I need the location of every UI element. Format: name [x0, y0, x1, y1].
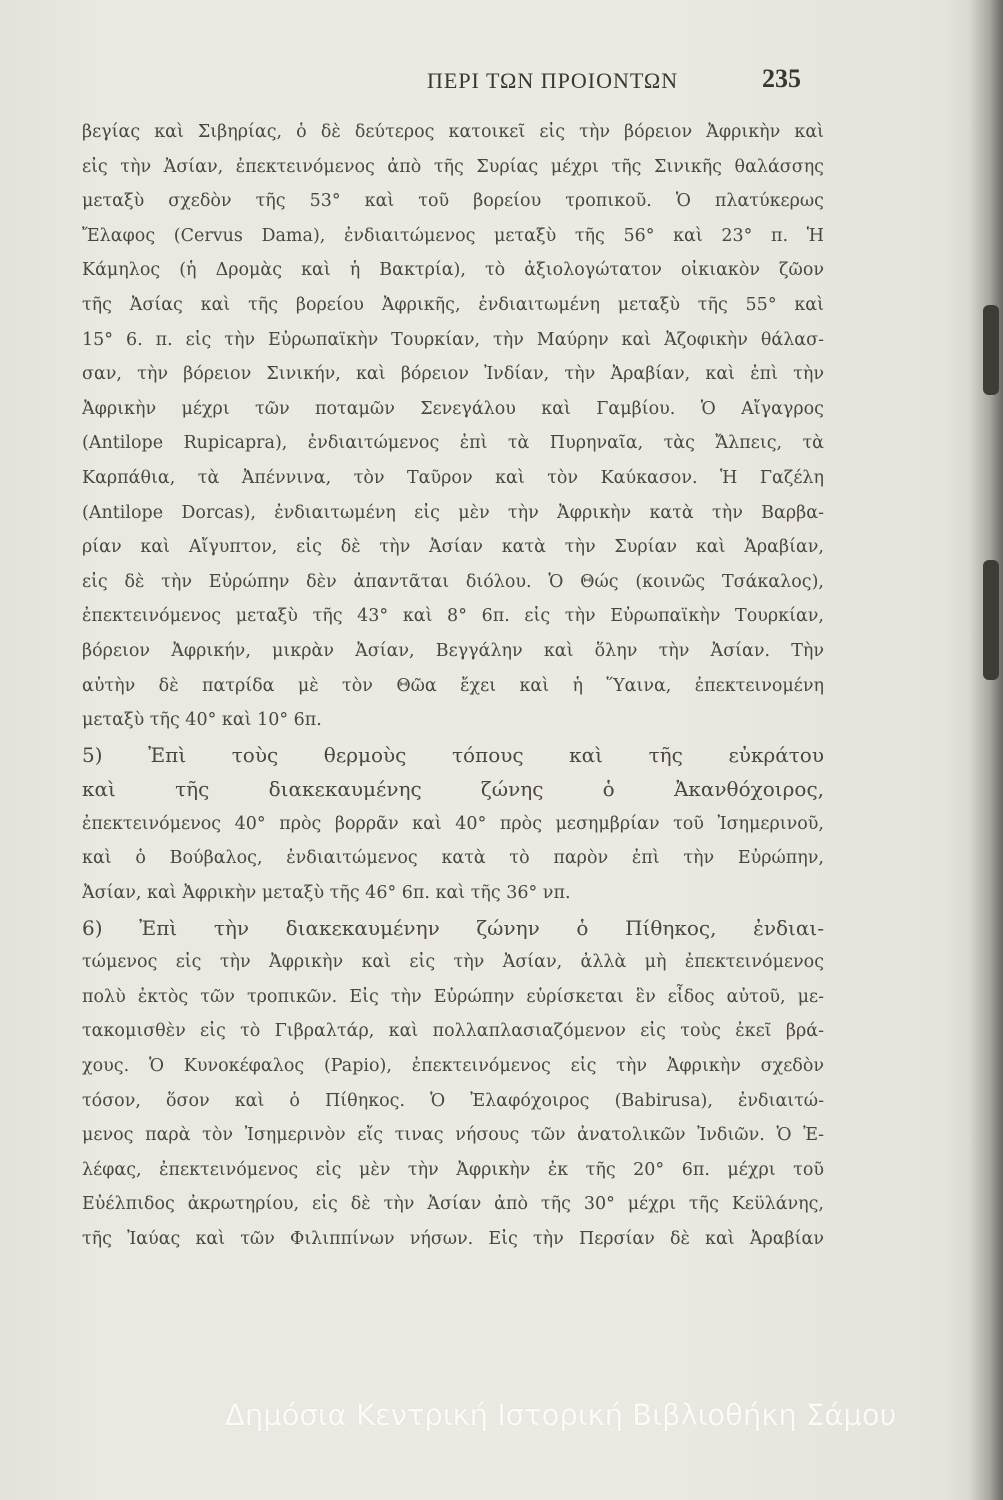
text-line: (Antilope Rupicapra), ἐνδιαιτώμενος ἐπὶ τὰ Πυρηναῖα, τὰς Ἄλπεις, τὰ: [82, 433, 824, 454]
text-line: σαν, τὴν βόρειον Σινικήν, καὶ βόρειον Ἰνδίαν, τὴν Ἀραβίαν, καὶ ἐπὶ τὴν: [82, 364, 824, 385]
text-line: αὐτὴν δὲ πατρίδα μὲ τὸν Θῶα ἔχει καὶ ἡ Ὕαινα, ἐπεκτεινομένη: [82, 675, 824, 696]
text-line: βεγίας καὶ Σιβηρίας, ὁ δὲ δεύτερος κατοικεῖ εἰς τὴν βόρειον Ἀφρικὴν καὶ: [82, 122, 824, 142]
text-line: Εὐέλπιδος ἀκρωτηρίου, εἰς δὲ τὴν Ἀσίαν ἀπὸ τῆς 30° μέχρι τῆς Κεϋλάνης,: [82, 1194, 824, 1215]
text-line: Ἀφρικὴν μέχρι τῶν ποταμῶν Σενεγάλου καὶ Γαμβίου. Ὁ Αἴγαγρος: [82, 398, 824, 419]
text-line: πολὺ ἐκτὸς τῶν τροπικῶν. Εἰς τὴν Εὐρώπην εὑρίσκεται ἓν εἶδος αὐτοῦ, με-: [82, 986, 824, 1007]
section-heading-line: 6) Ἐπὶ τὴν διακεκαυμένην ζώνην ὁ Πίθηκος, ἐνδιαι-: [82, 915, 824, 940]
text-line: τῆς Ἀσίας καὶ τῆς βορείου Ἀφρικῆς, ἐνδιαιτωμένη μεταξὺ τῆς 55° καὶ: [82, 294, 824, 315]
running-title: ΠΕΡΙ ΤΩΝ ΠΡΟΙΟΝΤΩΝ: [427, 68, 679, 93]
text-line: Καρπάθια, τὰ Ἀπέννινα, τὸν Ταῦρον καὶ τὸν Καύκασον. Ἡ Γαζέλη: [82, 467, 824, 488]
text-line: τώμενος εἰς τὴν Ἀφρικὴν καὶ εἰς τὴν Ἀσίαν, ἀλλὰ μὴ ἐπεκτεινόμενος: [82, 952, 824, 973]
body-text: [82, 115, 824, 1257]
text-line: λέφας, ἐπεκτεινόμενος εἰς μὲν τὴν Ἀφρικὴν ἐκ τῆς 20° 6π. μέχρι τοῦ: [82, 1159, 824, 1180]
text-line: ρίαν καὶ Αἴγυπτον, εἰς δὲ τὴν Ἀσίαν κατὰ τὴν Συρίαν καὶ Ἀραβίαν,: [82, 537, 824, 558]
text-line: χους. Ὁ Κυνοκέφαλος (Papio), ἐπεκτεινόμενος εἰς τὴν Ἀφρικὴν σχεδὸν: [82, 1056, 824, 1077]
text-line: ἐπεκτεινόμενος μεταξὺ τῆς 43° καὶ 8° 6π. εἰς τὴν Εὐρωπαϊκὴν Τουρκίαν,: [82, 606, 824, 627]
text-line: Ἀσίαν, καὶ Ἀφρικὴν μεταξὺ τῆς 46° 6π. καὶ τῆς 36° νπ.: [82, 883, 571, 904]
text-line: τακομισθὲν εἰς τὸ Γιβραλτάρ, καὶ πολλαπλασιαζόμενον εἰς τοὺς ἐκεῖ βρά-: [82, 1021, 824, 1042]
text-line: ἐπεκτεινόμενος 40° πρὸς βορρᾶν καὶ 40° πρὸς μεσημβρίαν τοῦ Ἰσημερινοῦ,: [82, 813, 824, 834]
text-line: Ἔλαφος (Cervus Dama), ἐνδιαιτώμενος μεταξὺ τῆς 56° καὶ 23° π. Ἡ: [82, 225, 824, 246]
text-line: βόρειον Ἀφρικήν, μικρὰν Ἀσίαν, Βεγγάλην καὶ ὅλην τὴν Ἀσίαν. Τὴν: [82, 640, 824, 661]
section-heading-line: 5) Ἐπὶ τοὺς θερμοὺς τόπους καὶ τῆς εὐκράτου: [82, 742, 824, 767]
text-line: εἰς δὲ τὴν Εὐρώπην δὲν ἀπαντᾶται διόλου. Ὁ Θώς (κοινῶς Τσάκαλος),: [82, 571, 824, 592]
page-number: 235: [762, 64, 801, 93]
library-watermark: Δημόσια Κεντρική Ιστορική Βιβλιοθήκη Σάμου: [225, 1398, 897, 1432]
text-line: μεταξὺ σχεδὸν τῆς 53° καὶ τοῦ βορείου τροπικοῦ. Ὁ πλατύκερως: [82, 191, 824, 212]
text-line: (Antilope Dorcas), ἐνδιαιτωμένη εἰς μὲν τὴν Ἀφρικὴν κατὰ τὴν Βαρβα-: [82, 502, 824, 523]
page-edge-shadow: [969, 0, 1003, 1500]
binding-mark: [983, 560, 999, 680]
text-line: καὶ ὁ Βούβαλος, ἐνδιαιτώμενος κατὰ τὸ παρὸν ἐπὶ τὴν Εὐρώπην,: [82, 848, 824, 869]
text-line: τῆς Ἰαύας καὶ τῶν Φιλιππίνων νήσων. Εἰς τὴν Περσίαν δὲ καὶ Ἀραβίαν: [82, 1229, 824, 1249]
binding-mark: [983, 305, 999, 395]
section-heading-line: καὶ τῆς διακεκαυμένης ζώνης ὁ Ἀκανθόχοιρος,: [82, 777, 824, 802]
text-line: Κάμηλος (ἡ Δρομὰς καὶ ἡ Βακτρία), τὸ ἀξιολογώτατον οἰκιακὸν ζῶον: [82, 260, 824, 281]
text-line: εἰς τὴν Ἀσίαν, ἐπεκτεινόμενος ἀπὸ τῆς Συρίας μέχρι τῆς Σινικῆς θαλάσσης: [82, 156, 824, 177]
text-line: μενος παρὰ τὸν Ἰσημερινὸν εἴς τινας νήσους τῶν ἀνατολικῶν Ἰνδιῶν. Ὁ Ἐ-: [82, 1125, 824, 1146]
text-line: τόσον, ὅσον καὶ ὁ Πίθηκος. Ὁ Ἐλαφόχοιρος (Babirusa), ἐνδιαιτώ-: [82, 1090, 824, 1111]
text-line: 15° 6. π. εἰς τὴν Εὐρωπαϊκὴν Τουρκίαν, τὴν Μαύρην καὶ Ἀζοφικὴν θάλασ-: [82, 329, 824, 350]
text-line: μεταξὺ τῆς 40° καὶ 10° 6π.: [82, 710, 322, 731]
